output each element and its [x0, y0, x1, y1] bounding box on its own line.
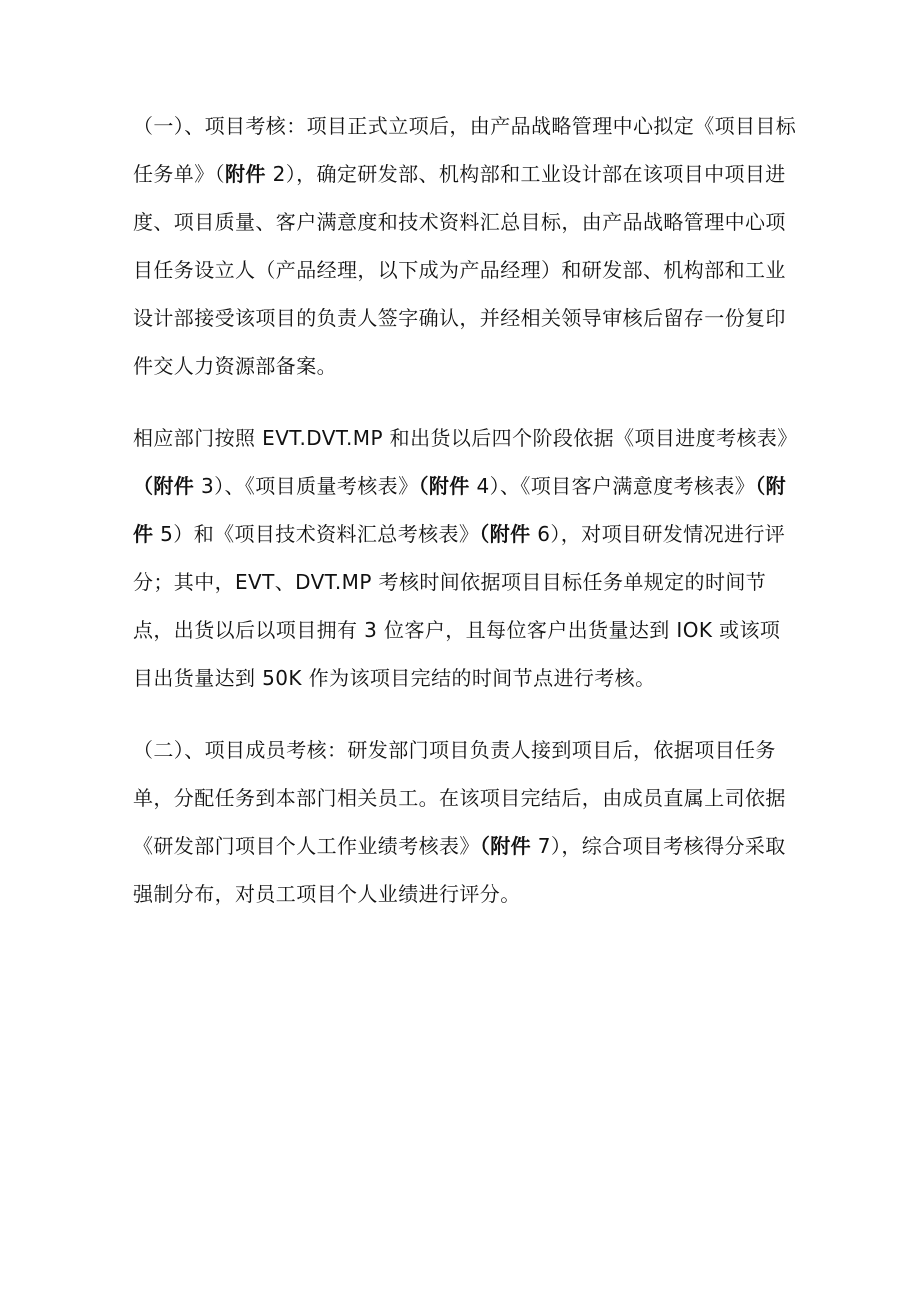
attachment-label: 附件	[225, 162, 266, 186]
attachment-label: （附件	[418, 474, 470, 498]
text-run: 3）、《项目质量考核表》	[194, 474, 419, 498]
attachment-label: （附件	[479, 834, 532, 858]
text-run: 相应部门按照 EVT.DVT.MP 和出货以后四个阶段依据《项目进度考核表》	[133, 426, 798, 450]
text-run: 4）、《项目客户满意度考核表》	[469, 474, 756, 498]
attachment-label: （附件	[133, 474, 195, 498]
text-run: ，确定研发部、机构部和工业设计部在该项目中项目进度、项目质量、客户满意度和技术资料汇总目标，由产品战略管理中心项目任务设立人（产品经理，以下成为产品经理）和研发部、机构部和工业设计部接受该项目的负责人签字确认，并经相关领导审核后留存一份复印件交人力资源部备案。	[133, 162, 786, 378]
attachment-label: （附件	[133, 474, 786, 546]
text-run: ，综合项目考核得分采取强制分布，对员工项目个人业绩进行评分。	[133, 834, 786, 906]
attachment-label: （附件	[479, 522, 531, 546]
paragraph-member-assessment	[133, 726, 797, 918]
text-run: 7）	[531, 834, 562, 858]
text-run: 2）	[265, 162, 297, 186]
text-run: （一）、项目考核：项目正式立项后，由产品战略管理中心拟定《项目目标任务单》（	[133, 114, 797, 186]
text-run: 6），对项目研发情况进行评分；其中，EVT、DVT.MP 考核时间依据项目目标任务单规定的时间节点，出货以后以项目拥有 3 位客户，且每位客户出货量达到 IOK 或该项目出货量达到 50K 作为该项目完结的时间节点进行考核。	[133, 522, 786, 690]
paragraph-department-assessment	[133, 414, 797, 702]
text-run: （二）、项目成员考核：研发部门项目负责人接到项目后，依据项目任务单，分配任务到本部门相关员工。在该项目完结后，由成员直属上司依据《研发部门项目个人工作业绩考核表》	[133, 738, 786, 858]
paragraph-project-assessment	[133, 102, 797, 390]
text-run: 5）和《项目技术资料汇总考核表》	[153, 522, 480, 546]
